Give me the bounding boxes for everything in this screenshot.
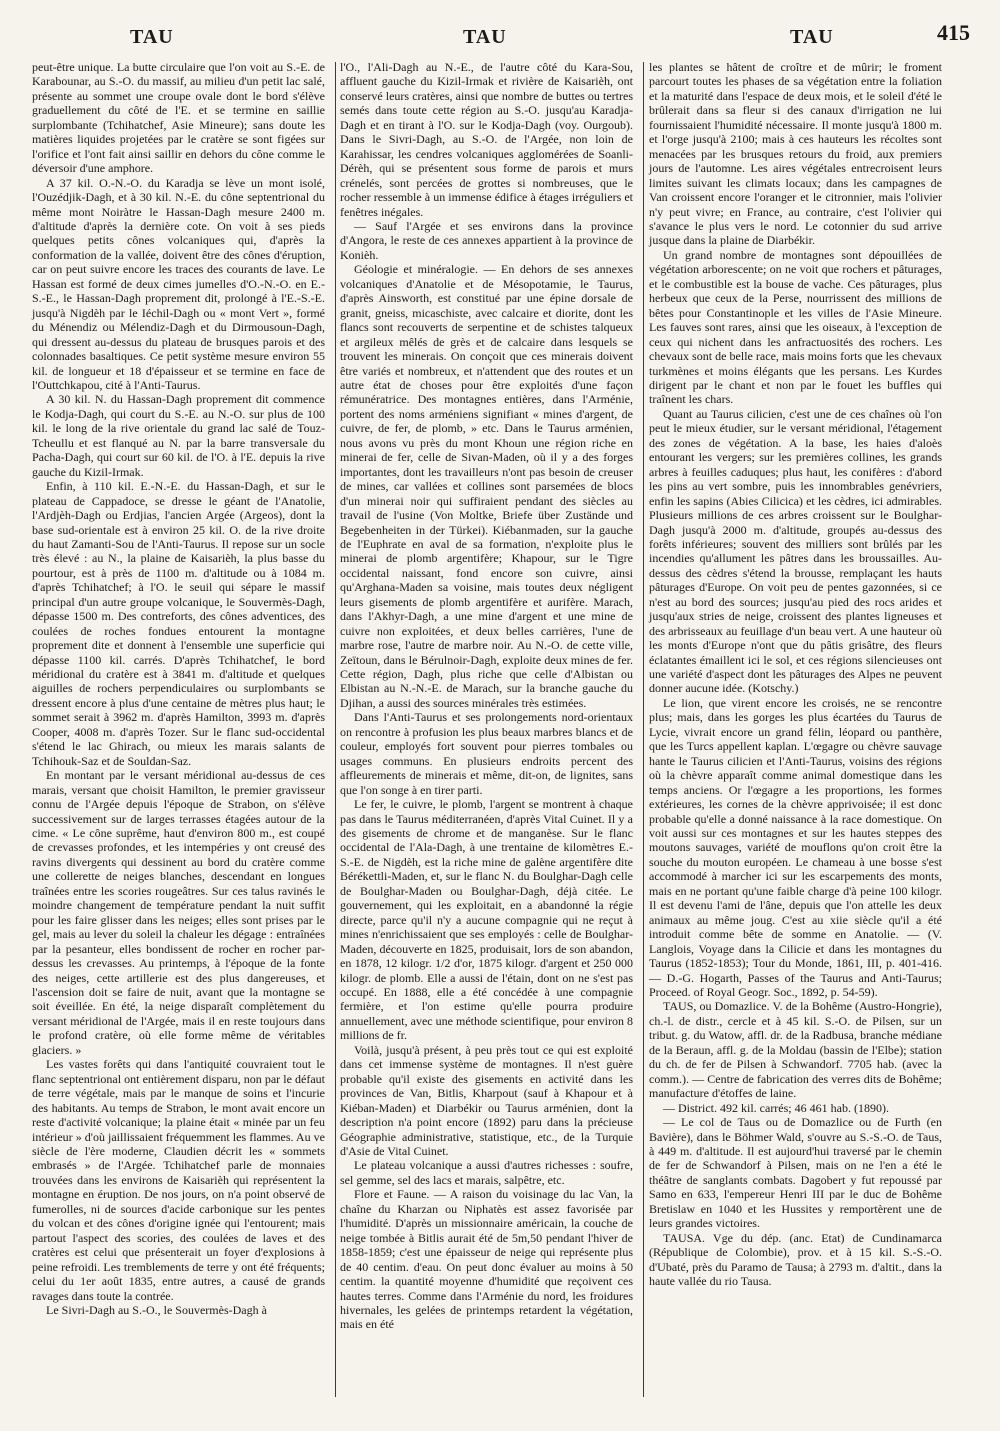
paragraph: En montant par le versant méridional au-dessus de ces marais, versant que choisit Hamilton, le premier gravisseur connu de l'Argée depuis l'époque de Strabon, on s'élève successivement sur de larges terrasses étagées autour de la cime. « Le cône suprême, haut d'environ 800 m., est coupé de crevasses profondes, et les intempéries y ont creusé des ravins divergents qui dessinent au bord du cratère comme une collerette de neiges blanches, descendant en longues traînées entre les scories rougeâtres. Sur ces talus ravinés le moindre changement de température pendant la nuit suffit pour les faire glisser dans les neiges; elles sont prises par le gel, mais au lever du soleil la chaleur les dégage : entraînées par la pesanteur, elles bondissent de rocher en rocher par-dessus les crevasses. Au printemps, à l'époque de la fonte des neiges, cette artillerie est des plus dangereuses, et l'ascension doit se faire de nuit, avant que la montagne se soit éveillée. En été, la neige disparaît complètement du versant méridional de l'Argée, mais il en reste toujours dans le profond cratère, où elle forme même de véritables glaciers. » bbox=[32, 768, 325, 1057]
paragraph: Le Sivri-Dagh au S.-O., le Souvermès-Dagh à bbox=[46, 1302, 267, 1317]
paragraph: Enfin, à 110 kil. E.-N.-E. du Hassan-Dagh, et sur le plateau de Cappadoce, se dresse le géant de l'Anatolie, l'Ardjèh-Dagh ou Erdjias, l'ancien Argée (Argeos), dont la base sud-orientale est à environ 25 kil. O. de la rive droite du haut Zamanti-Sou de l'Anti-Taurus. Il repose sur un socle très élevé : au N., la plaine de Kaisarièh, la plus basse du pourtour, est à près de 1100 m. d'altitude ou à 1084 m. d'après Tchihatchef; à l'O. le seuil qui sépare le massif principal d'un autre groupe volcanique, le Souvermès-Dagh, dépasse 1500 m. Des contreforts, des cônes adventices, des coulées de roches fondues entourent la montagne proprement dite et donnent à l'ensemble une superficie qui dépasse 1100 kil. carrés. D'après Tchihatchef, le bord méridional du cratère est à 3841 m. d'altitude et quelques aiguilles de rochers perpendiculaires ou surplombants se dressent encore à plus d'une centaine de mètres plus haut; le sommet serait à 3962 m. d'après Hamilton, 3993 m. d'après Cooper, 4008 m. d'après Tozer. Sur le flanc sud-occidental s'étend le lac Ghirach, ou mieux les marais salants de Tchihouk-Saz et de Souldan-Saz. bbox=[32, 479, 325, 768]
paragraph: TAUSA. Vge du dép. (anc. Etat) de Cundinamarca (République de Colombie), prov. et à 15 kil. S.-S.-O. d'Ubaté, près du Paramo de Tausa; à 2793 m. d'altit., dans la haute vallée du rio Tausa. bbox=[649, 1230, 942, 1289]
paragraph: — District. 492 kil. carrés; 46 461 hab. (1890). bbox=[663, 1100, 889, 1115]
paragraph: A 30 kil. N. du Hassan-Dagh proprement dit commence le Kodja-Dagh, qui court du S.-E. au N.-O. sur plus de 100 kil. le long de la rive orientale du grand lac salé de Touz-Tcheullu et est flanqué au N. par la barre transversale du Pacha-Dagh, qui court sur 60 kil. de l'O. à l'E. depuis la rive gauche du Kizil-Irmak. bbox=[32, 392, 325, 479]
paragraph: A 37 kil. O.-N.-O. du Karadja se lève un mont isolé, l'Ouzédjik-Dagh, et à 30 kil. N.-E. du cône septentrional du même mont Noiràtre le Hassan-Dagh mesure 2400 m. d'altitude d'après la dernière cote. On voit à ses pieds quelques petits cônes volcaniques qui, d'après la conformation de la vallée, doivent être des cônes d'éruption, car on peut suivre encore les traces des courants de lave. Le Hassan est formé de deux cimes jumelles d'O.-N.-O. en E.-S.-E., le Hassan-Dagh proprement dit, prolongé à l'E.-S.-E. jusqu'à Nigdèh par le Iéchil-Dagh ou « mont Vert », formé du Ménendiz ou Mélendiz-Dagh et du Dirmousoun-Dagh, qui dressent au-dessus du plateau de brusques parois et des colonnades basaltiques. Ce petit système mesure environ 55 kil. de longueur et 18 d'épaisseur et se termine en face de l'Outtchkapou, cité à l'Anti-Taurus. bbox=[32, 175, 325, 392]
paragraph: les plantes se hâtent de croître et de mûrir; le froment parcourt toutes les phases de sa végétation entre la foliation et la maturité dans l'espace de deux mois, et le soleil d'été le brûlerait dans sa fleur si des canaux d'irrigation ne lui fournissaient l'humidité nécessaire. Il monte jusqu'à 1800 m. et l'orge jusqu'à 2100; mais à ces hauteurs les récoltes sont menacées par les brusques retours du froid, aux premiers jours de l'automne. Les aires végétales entrecroisent leurs limites suivant les climats locaux; dans les campagnes de Van croissent encore l'oranger et le citronnier, mais l'olivier n'y peut vivre; en France, au contraire, c'est l'olivier qui s'avance le plus vers le nord. Le cotonnier du sud arrive jusque dans la plaine de Diarbékir. bbox=[649, 60, 942, 248]
text-column-left bbox=[32, 60, 325, 1317]
running-head-left: TAU bbox=[130, 26, 174, 48]
paragraph: Voilà, jusqu'à présent, à peu près tout ce qui est exploité dans cet immense système de montagnes. Il n'est guère probable qu'il existe des gisements en activité dans les provinces de Van, Bitlis, Kharpout (sauf à Khapour et à Kiéban-Maden) et Diarbékir ou Taurus arménien, dont la description n'a point encore (1892) paru dans la précieuse Géographie administrative, statistique, etc., de la Turquie d'Asie de Vital Cuinet. bbox=[340, 1042, 633, 1158]
running-head-right: TAU bbox=[790, 26, 834, 48]
paragraph: TAUS, ou Domazlice. V. de la Bohême (Austro-Hongrie), ch.-l. de distr., cercle et à 45 kil. S.-O. de Pilsen, sur un tribut. g. du Watow, affl. dr. de la Radbusa, branche médiane de la Beraun, affl. g. de la Moldau (bassin de l'Elbe); station du ch. de fer de Pilsen à Schwandorf. 7705 hab. (avec la comm.). — Centre de fabrication des verres dits de Bohême; manufacture d'étoffes de laine. bbox=[649, 999, 942, 1101]
paragraph: — Le col de Taus ou de Domazlice ou de Furth (en Bavière), dans le Böhmer Wald, s'ouvre au S.-S.-O. de Taus, à 449 m. d'altitude. Il est aujourd'hui traversé par le chemin de fer de Schwandorf à Pilsen, mais on ne l'en a été le théâtre de sanglants combats. Dagobert y fut repoussé par Samo en 633, l'empereur Henri III par le duc de Bohême Bretislaw en 1040 et les Hussites y remportèrent une de leurs grandes victoires. bbox=[649, 1115, 942, 1231]
paragraph: Les vastes forêts qui dans l'antiquité couvraient tout le flanc septentrional ont entièrement disparu, non par le défaut de terre végétale, mais par le manque de soins et l'incurie des habitants. Au temps de Strabon, le mont avait encore un reste d'activité volcanique; la plaine était « minée par un feu intérieur » d'où jaillissaient fréquemment les flammes. Au ve siècle de l'ère moderne, Claudien décrit les « sommets embrasés » de l'Argée. Tchihatchef parle de monnaies trouvées dans les environs de Kaisarièh qui représentent la montagne en éruption. De nos jours, on n'a point observé de fumerolles, ni de sources d'acide carbonique sur les pentes du volcan et des cônes d'origine ignée qui l'entourent; mais partout l'aspect des scories, des coulées de laves et des cratères est celui que présenterait un foyer d'explosions à peine refroidi. Les tremblements de terre y ont été fréquents; celui du 1er août 1835, entre autres, a causé de grands ravages dans toute la contrée. bbox=[32, 1057, 325, 1303]
paragraph: Le fer, le cuivre, le plomb, l'argent se montrent à chaque pas dans le Taurus méditerranéen, d'après Vital Cuinet. Il y a des gisements de chrome et de manganèse. Sur le flanc occidental de l'Ala-Dagh, à une trentaine de kilomètres E.-S.-E. de Nigdèh, est la riche mine de galène argentifère dite Bérékettli-Maden, et, sur le flanc N. du Boulghar-Dagh celle de Boulghar-Maden ou Boulghar-Dagh, déjà citée. Le gouvernement, qui les exploitait, en a abandonné la régie directe, parce qu'il n'y a aucune compagnie qui ne reçut à mines n'enrichissaient que ses employés : celle de Boulghar-Maden, découverte en 1825, produisait, lors de son abandon, en 1878, 12 kilogr. 1/2 d'or, 1875 kilogr. d'argent et 250 000 kilogr. de plomb. Elle a aussi de l'étain, dont on ne s'est pas occupé. En 1888, elle a été concédée à une compagnie fermière, et l'on estime qu'elle pourra produire annuellement, avec une méthode scientifique, pour environ 8 millions de fr. bbox=[340, 797, 633, 1043]
paragraph: Le plateau volcanique a aussi d'autres richesses : soufre, sel gemme, sel des lacs et marais, salpêtre, etc. bbox=[340, 1158, 633, 1187]
column-divider bbox=[643, 62, 644, 1397]
paragraph: Flore et Faune. — A raison du voisinage du lac Van, la chaîne du Kharzan ou Niphatès est assez favorisée par l'humidité. D'après un missionnaire américain, la couche de neige tombée à Bitlis aurait été de 5m,50 pendant l'hiver de 1858-1859; c'est une épaisseur de neige qui représente plus de 40 centim. d'eau. On peut donc évaluer au moins à 50 centim. la quantité moyenne d'humidité que reçoivent ces hautes terres. Comme dans l'Arménie du nord, les froidures hivernales, les gelées de printemps retardent la végétation, mais en été bbox=[340, 1187, 633, 1332]
column-divider bbox=[335, 62, 336, 1397]
text-column-middle bbox=[340, 60, 633, 1332]
paragraph: — Sauf l'Argée et ses environs dans la province d'Angora, le reste de ces annexes appartient à la province de Konièh. bbox=[340, 218, 633, 262]
paragraph: Géologie et minéralogie. — En dehors de ses annexes volcaniques d'Anatolie et de Mésopotamie, le Taurus, d'après Ainsworth, est constitué par une épine dorsale de granit, gneiss, micaschiste, avec calcaire et diorite, dont les flancs sont recouverts de serpentine et de schistes talqueux et argileux mêlés de grès et de calcaire dans lesquels se trouvent les minerais. On conçoit que ces minerais doivent être variés et nombreux, et n'attendent que des routes et un autre état de choses pour être exploités d'une façon rémunératrice. Des montagnes entières, dans l'Arménie, portent des noms arméniens signifiant « mines d'argent, de cuivre, de fer, de plomb, » etc. Dans le Taurus arménien, nous avons vu près du mont Khoun une région riche en minerai de fer, celle de Sivan-Maden, où il y a des forges importantes, dont les travailleurs n'ont pas besoin de creuser de mines, car vallées et collines sont parsemées de blocs d'un minerai noir qui suffiraient pendant des siècles au travail de l'usine (Von Moltke, Briefe über Zustände und Begebenheiten in der Türkei). Kiébanmaden, sur la gauche de l'Euphrate en aval de sa formation, n'exploite plus le minerai de plomb argentifère; Khapour, sur le Tigre occidental naissant, fond encore son cuivre, ainsi qu'Arghana-Maden sa voisine, mais toutes deux négligent leurs gisements de plomb argentifère et aurifère. Marach, dans l'Akhyr-Dagh, a une mine d'argent et une mine de cuivre non exploitées, et deux belles carrières, l'une de marbre rose, l'autre de marbre noir. Au N.-O. de cette ville, Zeïtoun, dans le Bérulnoir-Dagh, exploite deux mines de fer. Cette région, Dagh, plus riche que celle d'Albistan ou Elbistan au N.-N.-E. de Marach, sur la branche gauche du Djihan, a aussi des sources minérales très estimées. bbox=[340, 262, 633, 710]
running-head-center: TAU bbox=[463, 26, 507, 48]
paragraph: Un grand nombre de montagnes sont dépouillées de végétation arborescente; on ne voit que rochers et pâturages, et le combustible est la bouse de vache. Ces pâturages, plus herbeux que ceux de la Perse, nourrissent des millions de bêtes pour Constantinople et les villes de l'Asie Mineure. Les fauves sont rares, ainsi que les oiseaux, à l'exception de ceux qui nichent dans les anfractuosités des rochers. Les chevaux sont de belle race, mais moins forts que les chevaux turkmènes et moins élégants que les persans. Les Kurdes dirigent par le chant et non par le fouet les buffles qui traînent les chars. bbox=[649, 247, 942, 407]
paragraph: Dans l'Anti-Taurus et ses prolongements nord-orientaux on rencontre à profusion les plus beaux marbres blancs et de couleur, employés fort souvent pour pierres tombales ou usages communs. En plusieurs endroits percent des affleurements de minerais et même, dit-on, de lignites, sans que l'on songe à en tirer parti. bbox=[340, 710, 633, 797]
paragraph: l'O., l'Ali-Dagh au N.-E., de l'autre côté du Kara-Sou, affluent gauche du Kizil-Irmak et rivière de Kaisarièh, ont conservé leurs cratères, ainsi que nombre de buttes ou tertres semés dans toute cette région au S.-O. jusqu'au Karadja-Dagh et en tirant à l'O. sur le Kodja-Dagh (voy. Ourgoub). Dans le Sivri-Dagh, au S.-O. de l'Argée, non loin de Karahissar, les cendres volcaniques agglomérées de Soanli-Dérèh, qui se présentent sous forme de parois et murs crénelés, sont percées de grottes si nombreuses, que le rocher ressemble à un immense édifice à étages irréguliers et fenêtres inégales. bbox=[340, 60, 633, 219]
paragraph: Quant au Taurus cilicien, c'est une de ces chaînes où l'on peut le mieux étudier, sur le versant méridional, l'étagement des zones de végétation. A la base, les haies d'aloès entourant les vergers; sur les premières collines, les grands arbres à feuilles caduques; plus haut, les conifères : d'abord les pins au vert sombre, puis les innombrables genévriers, enfin les sapins (Abies Cilicica) et les cèdres, ici admirables. Plusieurs millions de ces arbres croissent sur le Boulghar-Dagh jusqu'à 2000 m. d'altitude, groupés au-dessus des forêts inférieures; souvent des milliers sont brûlés par les incendies qu'allument les pâtres dans les broussailles. Au-dessus des cèdres s'étend la brousse, remplaçant les hauts pâturages d'Europe. On voit peu de pentes gazonnées, si ce n'est au bord des sources; jusqu'au pied des rocs arides et jusqu'aux stries de neige, croissent des plantes ligneuses et des arbrisseaux au feuillage d'un beau vert. A une hauteur où les monts d'Europe n'ont que du pâtis grisâtre, des fleurs éclatantes émaillent ici le sol, et ces régions silencieuses ont une variété d'aspect dont les pâturages des Alpes ne peuvent donner aucune idée. (Kotschy.) bbox=[649, 406, 942, 696]
paragraph: Le lion, que virent encore les croisés, ne se rencontre plus; mais, dans les gorges les plus écartées du Taurus de Lycie, vivrait encore un grand félin, léopard ou panthère, que les Turcs appellent kaplan. L'œgagre ou chèvre sauvage hante le Taurus cilicien et l'Anti-Taurus, voisins des régions où la chèvre apparaît comme animal domestique dans les temps anciens. Or l'œgagre a les proportions, les formes extérieures, les cornes de la chèvre apprivoisée; il est donc probable qu'elle a donné naissance à la race domestique. On voit aussi sur ces montagnes et sur les hautes steppes des moutons sauvages, variété de mouflons qu'on croit être la souche du mouton européen. Le chameau à une bosse s'est accommodé à marcher ici sur les escarpements des monts, mais en ne portant qu'une faible charge d'à peine 100 kilogr. Il est devenu l'ami de l'âne, depuis que l'on attelle les deux animaux au même joug. C'est au xiie siècle qu'il a été introduit comme bête de somme en Anatolie. — (V. Langlois, Voyage dans la Cilicie et dans les montagnes du Taurus (1852-1853); Tour du Monde, 1861, III, p. 401-416. — D.-G. Hogarth, Passes of the Taurus and Anti-Taurus; Proceed. of Royal Geogr. Soc., 1892, p. 54-59). bbox=[649, 695, 942, 999]
page-number: 415 bbox=[937, 20, 970, 45]
paragraph: peut-être unique. La butte circulaire que l'on voit au S.-E. de Karabounar, au S.-O. du massif, au milieu d'un petit lac salé, présente au sommet une croupe ovale dont le bord s'élève graduellement du côté de l'E. et se termine en saillie surplombante (Tchihatchef, Asie Mineure); sans doute les matières liquides projetées par le cratère se sont figées sur l'orifice et l'ont fait ainsi saillir en dehors du cône comme le déversoir d'une amphore. bbox=[32, 60, 325, 176]
text-column-right bbox=[649, 60, 942, 1289]
